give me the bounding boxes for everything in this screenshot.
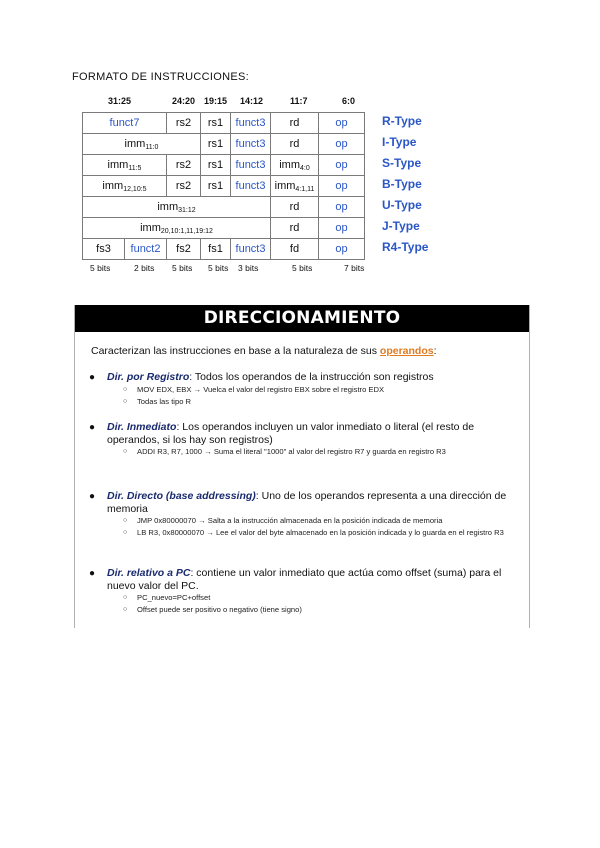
type-label: I-Type [382, 135, 417, 149]
circle-bullet-icon: ○ [123, 594, 128, 601]
field-name: rs2 [175, 180, 192, 192]
addressing-text [107, 567, 519, 593]
field-cell [231, 113, 271, 134]
addressing-example [123, 605, 515, 615]
field-cell [167, 155, 201, 176]
bullet-icon: ● [89, 568, 96, 579]
field-name: op [335, 222, 348, 234]
bit-width-label: 5 bits [172, 263, 193, 273]
example-text: ADDI R3, R7, 1000 → Suma el literal "1000" al valor del registro R7 y guarda en registro R3 [137, 447, 446, 456]
field-cell [83, 113, 167, 134]
field-cell [271, 113, 319, 134]
field-cell [319, 155, 365, 176]
addressing-item [89, 490, 519, 516]
format-row [83, 176, 365, 197]
example-text: MOV EDX, EBX → Vuelca el valor del registro EBX sobre el registro EDX [137, 385, 385, 394]
type-label: R-Type [382, 114, 422, 128]
intro-text: Caracterizan las instrucciones en base a la naturaleza de sus [91, 345, 380, 357]
format-row [83, 155, 365, 176]
field-cell [319, 239, 365, 260]
field-name: funct3 [235, 159, 266, 171]
field-name: funct3 [235, 180, 266, 192]
example-text: Todas las tipo R [137, 397, 192, 406]
field-cell [201, 155, 231, 176]
field-cell [167, 113, 201, 134]
example-text: PC_nuevo=PC+offset [137, 593, 211, 602]
intro-colon: : [433, 345, 437, 357]
field-cell [201, 239, 231, 260]
addressing-description: : Los operandos incluyen un valor inmediato o literal (el resto de operandos, si los hay son registros) [107, 421, 475, 446]
field-cell [83, 218, 271, 239]
addressing-description: : Uno de los operandos representa a una dirección de memoria [107, 490, 507, 515]
format-row [83, 239, 365, 260]
field-cell [125, 239, 167, 260]
field-cell [271, 197, 319, 218]
field-cell [201, 176, 231, 197]
addressing-example [123, 593, 515, 603]
type-label: B-Type [382, 177, 422, 191]
field-cell [167, 176, 201, 197]
field-name: imm [274, 179, 296, 192]
field-cell [83, 239, 125, 260]
format-row [83, 218, 365, 239]
field-name: imm [279, 158, 301, 171]
field-name: fs2 [176, 243, 191, 255]
field-cell [271, 239, 319, 260]
addressing-item [89, 421, 519, 447]
field-cell [271, 176, 319, 197]
instruction-format-figure [80, 96, 450, 276]
addressing-mode-name: Dir. Directo (base addressing) [107, 490, 256, 502]
addressing-example [123, 528, 515, 538]
field-cell [83, 197, 271, 218]
bit-width-label: 5 bits [208, 263, 229, 273]
field-name: rs1 [207, 159, 224, 171]
field-name: rd [289, 138, 300, 150]
instruction-format-table [82, 112, 365, 260]
type-label: U-Type [382, 198, 422, 212]
circle-bullet-icon: ○ [123, 517, 128, 524]
field-name: rd [289, 201, 300, 213]
format-row [83, 113, 365, 134]
example-text: LB R3, 0x80000070 → Lee el valor del byte almacenado en la posición indicada y lo guarda en el registro R3 [137, 528, 504, 537]
type-label: J-Type [382, 219, 420, 233]
field-cell [201, 134, 231, 155]
field-name: rs1 [207, 180, 224, 192]
bit-width-label: 5 bits [90, 263, 111, 273]
bit-position-label: 14:12 [240, 96, 264, 106]
field-name: fs3 [96, 243, 111, 255]
field-name: rs1 [207, 117, 224, 129]
field-bit-range: 4:0 [300, 164, 310, 172]
addressing-mode-name: Dir. relativo a PC [107, 567, 191, 579]
field-bit-range: 4:1,11 [295, 185, 315, 193]
addressing-item [89, 371, 519, 384]
field-cell [271, 134, 319, 155]
field-cell [319, 113, 365, 134]
slide-title: DIRECCIONAMIENTO [75, 305, 529, 332]
field-cell [231, 134, 271, 155]
bit-position-label: 31:25 [108, 96, 132, 106]
field-name: rs1 [207, 138, 224, 150]
addressing-example [123, 516, 515, 526]
field-cell [167, 239, 201, 260]
addressing-mode-name: Dir. Inmediato [107, 421, 177, 433]
field-name: rs2 [175, 117, 192, 129]
addressing-text [107, 490, 519, 516]
field-name: fd [289, 243, 300, 255]
addressing-example [123, 397, 515, 407]
intro-highlight: operandos [379, 345, 434, 357]
field-cell [201, 113, 231, 134]
slide-intro [91, 345, 437, 357]
addressing-mode-name: Dir. por Registro [107, 371, 190, 383]
type-label: R4-Type [382, 240, 429, 254]
circle-bullet-icon: ○ [123, 606, 128, 613]
bullet-icon: ● [89, 491, 96, 502]
field-cell [319, 197, 365, 218]
field-cell [83, 155, 167, 176]
field-name: rd [289, 222, 300, 234]
field-bit-range: 12,10:5 [123, 185, 147, 193]
format-row [83, 134, 365, 155]
addressing-description: : Todos los operandos de la instrucción son registros [189, 371, 434, 383]
field-cell [231, 176, 271, 197]
field-name: funct2 [130, 243, 161, 255]
addressing-description: : contiene un valor inmediato que actúa como offset (suma) para el nuevo valor del PC. [107, 567, 502, 592]
field-name: imm [102, 179, 124, 192]
field-cell [83, 176, 167, 197]
circle-bullet-icon: ○ [123, 529, 128, 536]
field-bit-range: 11:0 [145, 143, 159, 151]
field-name: imm [124, 137, 146, 150]
field-name: op [335, 180, 348, 192]
type-label: S-Type [382, 156, 422, 170]
bullet-icon: ● [89, 372, 96, 383]
addressing-text [107, 371, 519, 384]
format-row [83, 197, 365, 218]
field-cell [271, 155, 319, 176]
field-name: imm [140, 221, 161, 234]
field-name: funct3 [235, 117, 266, 129]
field-name: op [335, 117, 348, 129]
bit-position-label: 19:15 [204, 96, 228, 106]
field-name: op [335, 201, 348, 213]
field-name: op [335, 159, 348, 171]
field-bit-range: 20,10:1,11,19:12 [160, 227, 213, 235]
bit-position-label: 24:20 [172, 96, 196, 106]
field-cell [231, 239, 271, 260]
field-cell [319, 176, 365, 197]
field-cell [271, 218, 319, 239]
addressing-item [89, 567, 519, 593]
field-name: imm [157, 200, 179, 213]
field-bit-range: 11:5 [128, 164, 142, 172]
example-text: Offset puede ser positivo o negativo (tiene signo) [137, 605, 302, 614]
field-name: funct7 [109, 117, 140, 129]
field-cell [319, 134, 365, 155]
addressing-slide [74, 305, 530, 628]
field-name: funct3 [235, 138, 266, 150]
addressing-example [123, 385, 515, 395]
field-name: imm [107, 158, 129, 171]
field-name: op [335, 243, 348, 255]
bit-width-label: 3 bits [238, 263, 259, 273]
field-name: funct3 [235, 243, 266, 255]
bullet-icon: ● [89, 422, 96, 433]
page-heading: FORMATO DE INSTRUCCIONES: [72, 71, 249, 83]
field-name: rd [289, 117, 300, 129]
field-cell [319, 218, 365, 239]
example-text: JMP 0x80000070 → Salta a la instrucción almacenada en la posición indicada de memoria [137, 516, 443, 525]
bit-position-label: 6:0 [342, 96, 356, 106]
addressing-text [107, 421, 519, 447]
bit-position-label: 11:7 [290, 96, 308, 106]
addressing-example [123, 447, 515, 457]
field-cell [231, 155, 271, 176]
field-name: fs1 [208, 243, 223, 255]
field-bit-range: 31:12 [178, 206, 196, 214]
bit-width-label: 7 bits [344, 263, 365, 273]
bit-width-label: 2 bits [134, 263, 155, 273]
field-cell [83, 134, 201, 155]
circle-bullet-icon: ○ [123, 386, 128, 393]
field-name: rs2 [175, 159, 192, 171]
field-name: op [335, 138, 348, 150]
circle-bullet-icon: ○ [123, 398, 128, 405]
bit-width-label: 5 bits [292, 263, 313, 273]
circle-bullet-icon: ○ [123, 448, 128, 455]
